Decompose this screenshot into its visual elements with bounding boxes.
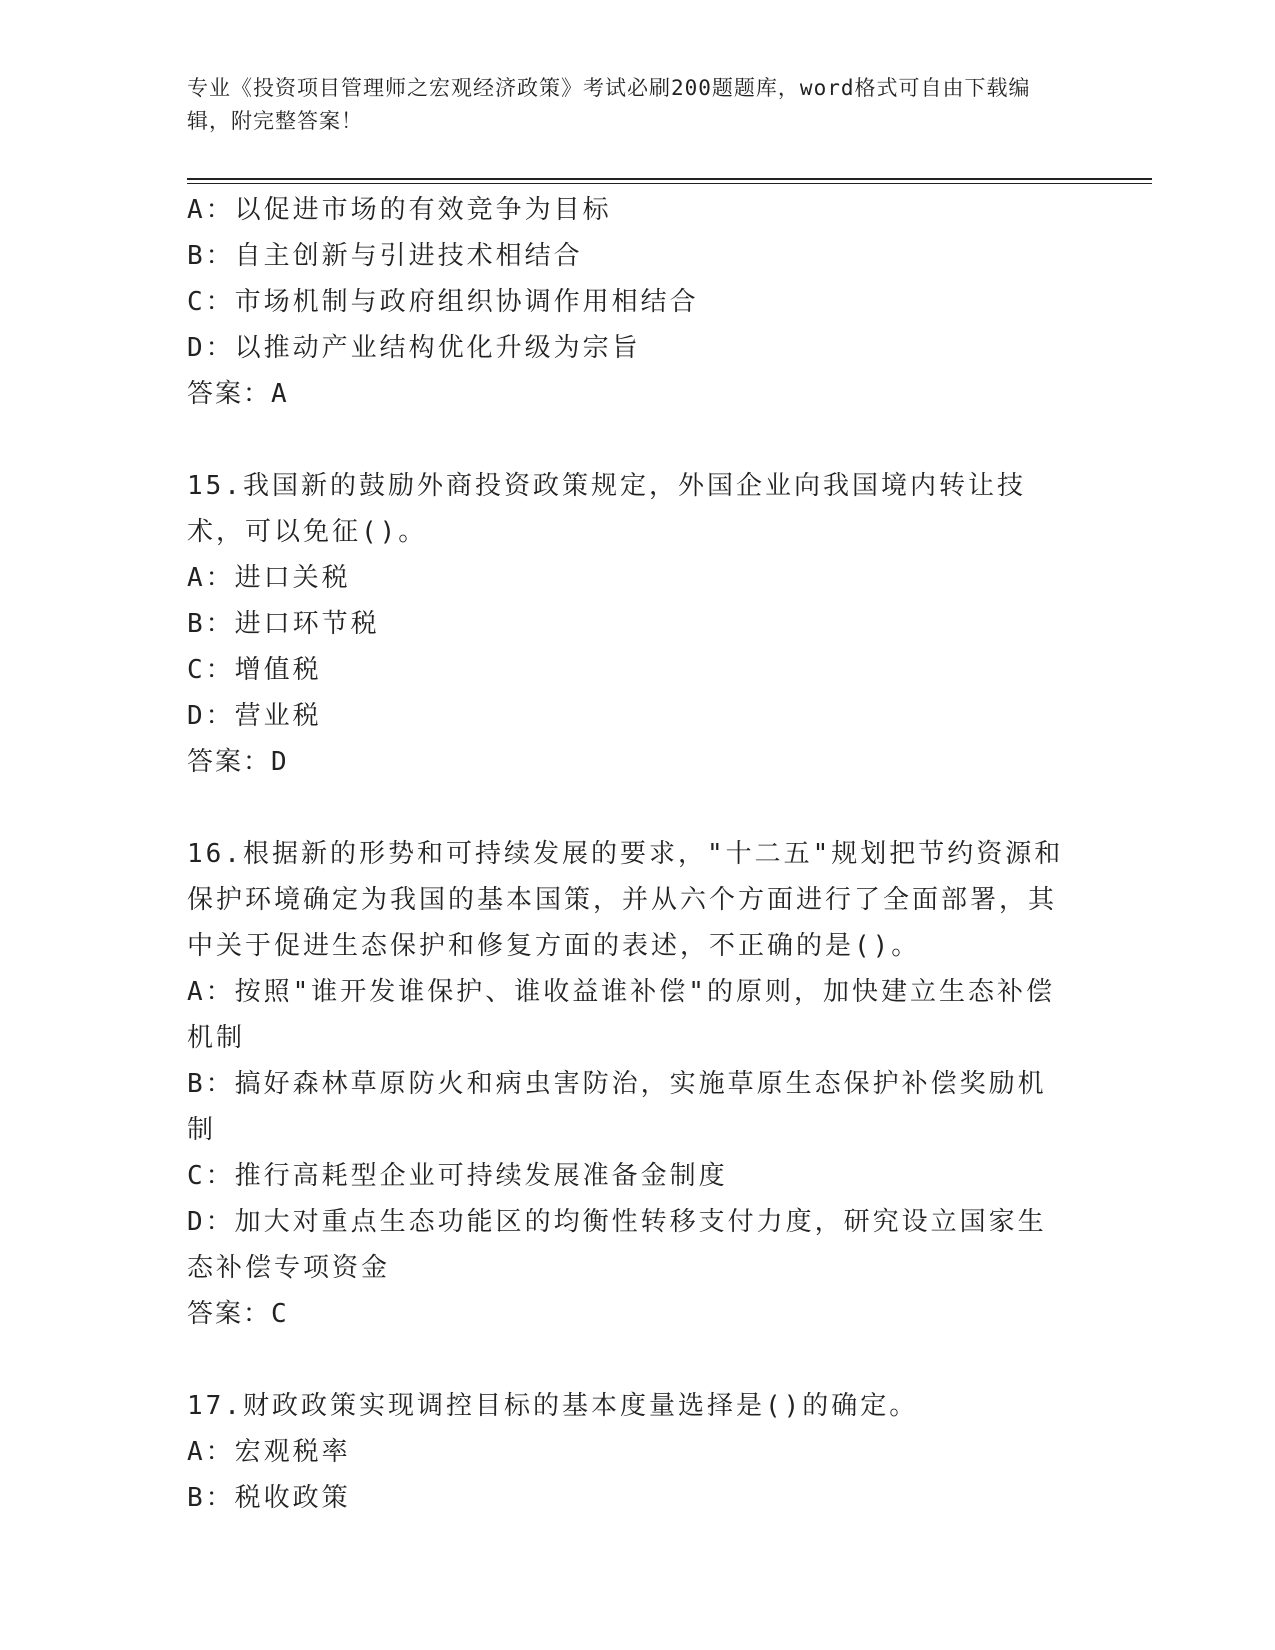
- q14-option-b: B：自主创新与引进技术相结合: [187, 241, 583, 271]
- header-divider-thick: [187, 178, 1152, 180]
- question-16: [187, 831, 1067, 1337]
- question-17: [187, 1383, 1067, 1521]
- q15-option-c: C：增值税: [187, 655, 322, 685]
- q15-answer: 答案：D: [187, 747, 289, 777]
- q15-option-d: D：营业税: [187, 701, 322, 731]
- question-15: [187, 463, 1067, 785]
- header-divider-thin: [187, 183, 1152, 184]
- question-14: [187, 187, 1067, 417]
- q16-option-a: A：按照"谁开发谁保护、谁收益谁补偿"的原则，加快建立生态补偿机制: [187, 977, 1055, 1053]
- q17-option-a: A：宏观税率: [187, 1437, 351, 1467]
- q14-option-d: D：以推动产业结构优化升级为宗旨: [187, 333, 641, 363]
- q14-answer: 答案：A: [187, 379, 289, 409]
- q15-option-b: B：进口环节税: [187, 609, 380, 639]
- q14-option-a: A：以促进市场的有效竞争为目标: [187, 195, 612, 225]
- q16-option-d: D：加大对重点生态功能区的均衡性转移支付力度，研究设立国家生态补偿专项资金: [187, 1207, 1047, 1283]
- q15-stem: 15.我国新的鼓励外商投资政策规定，外国企业向我国境内转让技术，可以免征()。: [187, 471, 1026, 547]
- q15-option-a: A：进口关税: [187, 563, 351, 593]
- q14-option-c: C：市场机制与政府组织协调作用相结合: [187, 287, 699, 317]
- q17-stem: 17.财政政策实现调控目标的基本度量选择是()的确定。: [187, 1391, 919, 1421]
- question-list: [187, 187, 1067, 1521]
- q16-option-b: B：搞好森林草原防火和病虫害防治，实施草原生态保护补偿奖励机制: [187, 1069, 1047, 1145]
- q16-option-c: C：推行高耗型企业可持续发展准备金制度: [187, 1161, 728, 1191]
- q17-option-b: B：税收政策: [187, 1483, 351, 1513]
- q16-stem: 16.根据新的形势和可持续发展的要求，"十二五"规划把节约资源和保护环境确定为我国的基本国策，并从六个方面进行了全面部署，其中关于促进生态保护和修复方面的表述，不正确的是()。: [187, 839, 1064, 961]
- q16-answer: 答案：C: [187, 1299, 289, 1329]
- document-header: 专业《投资项目管理师之宏观经济政策》考试必刷200题题库，word格式可自由下载编辑，附完整答案！: [187, 76, 1031, 133]
